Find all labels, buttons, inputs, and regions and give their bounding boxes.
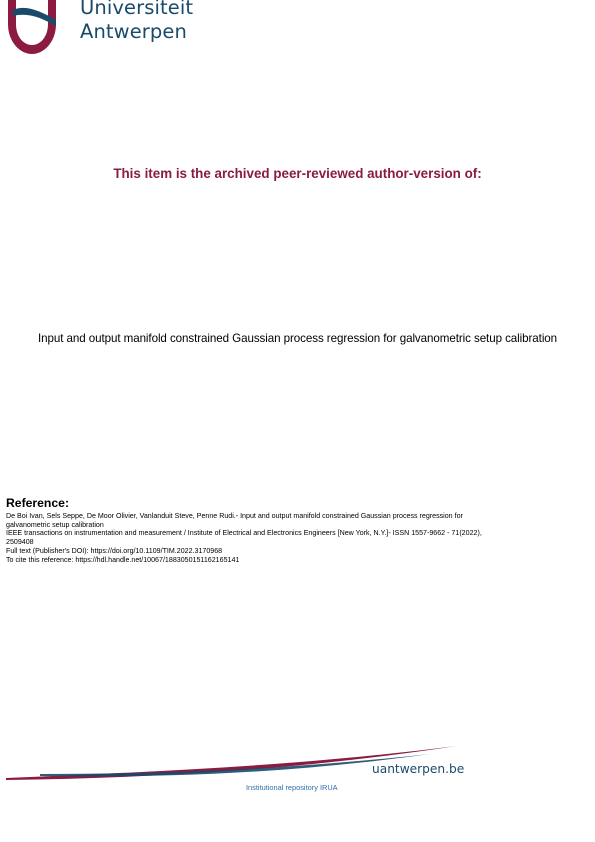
reference-journal-line: IEEE transactions on instrumentation and measurement / Institute of Electrical and Electronics Engineers [New York, N.Y.]- ISSN 1557-9662 - 71(2022), [6,529,482,538]
reference-authors-line: De Boi Ivan, Sels Seppe, De Moor Olivier, Vanlanduit Steve, Penne Rudi.- Input and output manifold constrained Gaussian process regression for [6,512,463,520]
reference-title-cont: galvanometric setup calibration [6,520,104,529]
university-emblem-icon [4,0,64,56]
reference-article-number: 2509408 [6,538,34,547]
footer [0,740,595,800]
university-logo [4,0,204,56]
logo-line-2: Antwerpen [80,20,187,43]
archived-notice: This item is the archived peer-reviewed author-version of: [113,166,482,181]
reference-heading: Reference: [6,496,69,510]
paper-title: Input and output manifold constrained Gaussian process regression for galvanometric setup calibration [37,332,558,345]
reference-handle-link[interactable]: To cite this reference: https://hdl.handle.net/10067/1883050151162165141 [6,555,240,564]
footer-repository-label: Institutional repository IRUA [246,783,338,792]
reference-doi-link[interactable]: Full text (Publisher's DOI): https://doi.org/10.1109/TIM.2022.3170968 [6,546,223,555]
footer-website[interactable]: uantwerpen.be [372,762,465,776]
logo-line-1: Universiteit [80,0,194,19]
reference-block [6,496,576,564]
logo-wordmark [80,0,193,44]
